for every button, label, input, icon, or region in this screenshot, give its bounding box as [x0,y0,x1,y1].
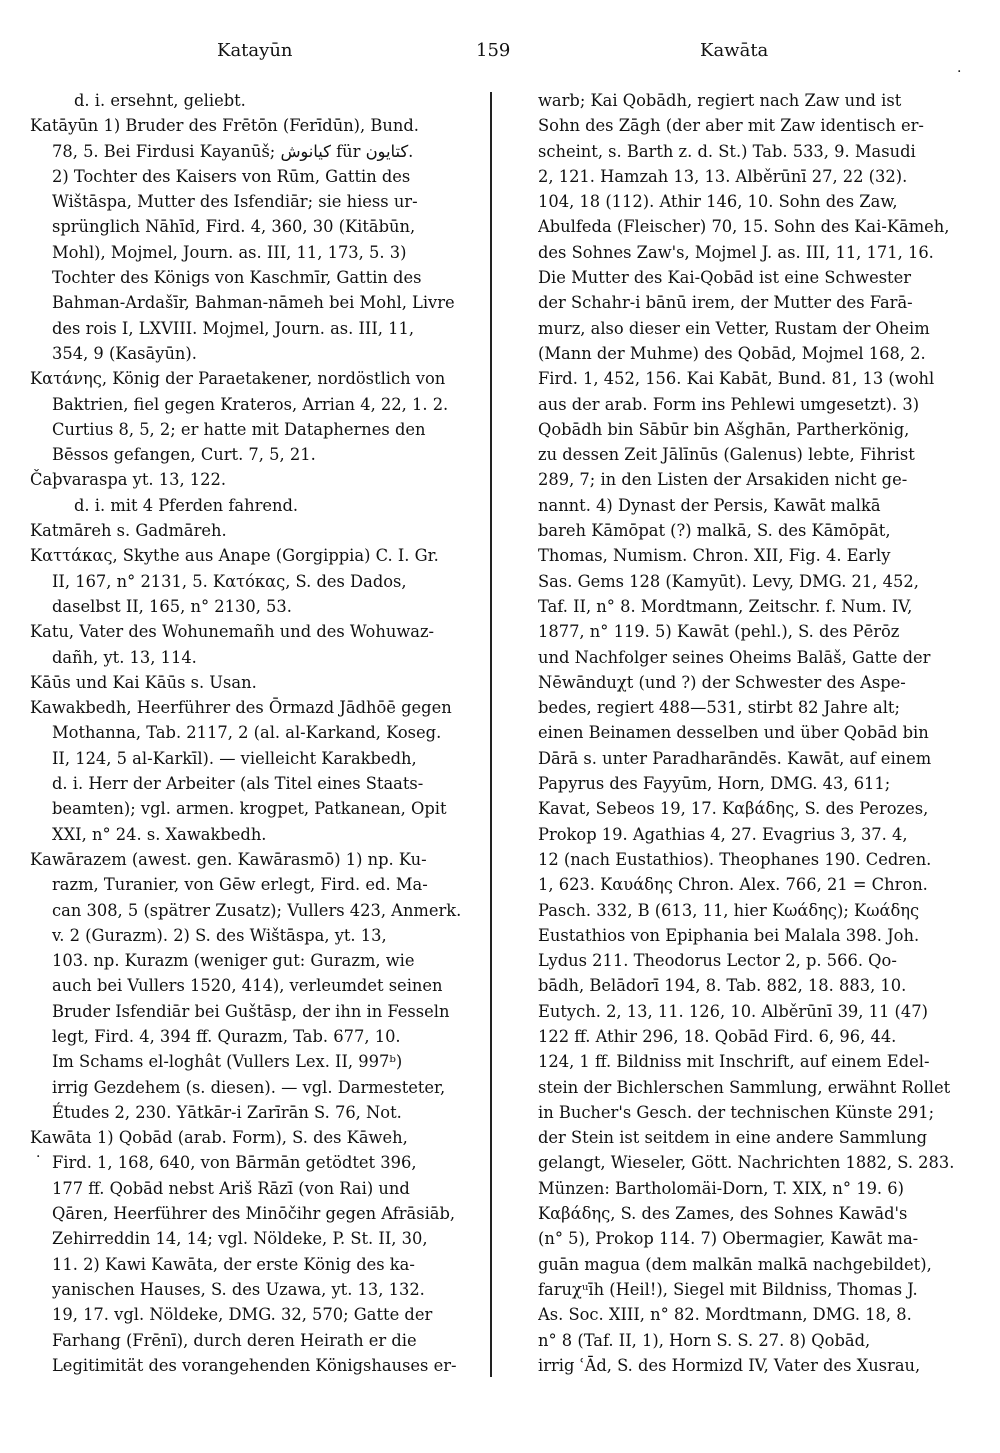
text-line: Katu, Vater des Wohunemañh und des Wohuwaz- [30,622,435,642]
text-line: legt, Fird. 4, 394 ff. Qurazm, Tab. 677, 10. [52,1026,401,1046]
text-line: Bruder Isfendiār bei Guštāsp, der ihn in Fesseln [52,1001,450,1021]
text-line: 289, 7; in den Listen der Arsakiden nicht ge- [538,470,908,490]
text-line: Fird. 1, 452, 156. Kai Kabāt, Bund. 81, 13 (wohl [538,369,935,389]
text-line: Mohl), Mojmel, Journ. as. III, 11, 173, 5. 3) [52,242,407,262]
text-line: daselbst II, 165, n° 2130, 53. [52,596,292,616]
text-line: beamten); vgl. armen. krogpet, Patkanean, Opit [52,799,447,819]
text-line: des rois I, LXVIII. Mojmel, Journ. as. III, 11, [52,318,415,338]
text-line: Die Mutter des Kai-Qobād ist eine Schwester [538,268,912,288]
column-divider [490,92,492,1377]
text-line: Papyrus des Fayyūm, Horn, DMG. 43, 611; [538,774,891,794]
text-line: der Stein ist seitdem in eine andere Sammlung [538,1128,928,1148]
page-number: 159 [476,40,511,61]
text-line: 103. np. Kurazm (weniger gut: Gurazm, wie [52,951,415,971]
text-line: Abulfeda (Fleischer) 70, 15. Sohn des Kai-Kāmeh, [538,217,950,237]
text-line: zu dessen Zeit Jālīnūs (Galenus) lebte, Fihrist [538,445,915,465]
text-line: 104, 18 (112). Athir 146, 10. Sohn des Zaw, [538,192,898,212]
text-line: Curtius 8, 5, 2; er hatte mit Dataphernes den [52,419,426,439]
text-line: d. i. ersehnt, geliebt. [74,91,246,110]
text-line: d. i. mit 4 Pferden fahrend. [74,495,299,515]
text-line: Lydus 211. Theodorus Lector 2, p. 566. Qo- [538,951,897,971]
text-line: 122 ff. Athir 296, 18. Qobād Fird. 6, 96, 44. [538,1026,897,1046]
text-line: Im Schams el-loghât (Vullers Lex. II, 997ᵇ) [52,1052,403,1072]
text-line: (Mann der Muhme) des Qobād, Mojmel 168, 2. [538,343,926,363]
text-line: II, 124, 5 al-Karkīl). — vielleicht Karakbedh, [52,748,417,768]
text-line: bedes, regiert 488—531, stirbt 82 Jahre alt; [538,698,900,718]
text-line: faruχᵘīh (Heil!), Siegel mit Bildniss, Thomas J. [538,1279,918,1299]
text-line: Καττάκας, Skythe aus Anape (Gorgippia) C. I. Gr. [30,546,439,566]
text-line: Qobādh bin Sābūr bin Ašghān, Partherkönig, [538,419,910,439]
text-line: Kawārazem (awest. gen. Kawārasmō) 1) np. Ku- [30,849,427,869]
text-line: der Schahr-i bānū irem, der Mutter des Farā- [538,293,913,313]
text-line: 354, 9 (Kasāyūn). [52,343,197,363]
text-line: Kawakbedh, Heerführer des Ōrmazd Jādhōē gegen [30,698,452,718]
text-line: auch bei Vullers 1520, 414), verleumdet seinen [52,976,443,996]
text-line: 177 ff. Qobād nebst Ariš Rāzī (von Rai) und [52,1178,410,1198]
text-line: stein der Bichlerschen Sammlung, erwähnt Rollet [538,1077,951,1097]
text-line: Eutych. 2, 13, 11. 126, 10. Alběrūnī 39, 11 (47) [538,1001,928,1021]
text-line: Prokop 19. Agathias 4, 27. Evagrius 3, 37. 4, [538,824,908,844]
text-line: Kāūs und Kai Kāūs s. Usan. [30,672,257,692]
text-line: Thomas, Numism. Chron. XII, Fig. 4. Early [538,546,891,566]
text-line: razm, Turanier, von Gēw erlegt, Fird. ed. Ma- [52,875,428,895]
left-column [30,88,473,1378]
text-line: can 308, 5 (spätrer Zusatz); Vullers 423, Anmerk. [52,900,462,920]
text-line: sprünglich Nāhīd, Fird. 4, 360, 30 (Kitābūn, [52,217,416,237]
text-line: Čaþvaraspa yt. 13, 122. [30,470,227,490]
text-line: Études 2, 230. Yātkār-i Zarīrān S. 76, Not. [52,1102,402,1122]
text-line: warb; Kai Qobādh, regiert nach Zaw und ist [538,91,902,110]
text-line: Katāyūn 1) Bruder des Frētōn (Ferīdūn), Bund. [30,116,419,136]
text-line: Fird. 1, 168, 640, von Bārmān getödtet 396, [52,1153,417,1173]
text-line: Zehirreddin 14, 14; vgl. Nöldeke, P. St. II, 30, [52,1229,428,1249]
text-line: Wištāspa, Mutter des Isfendiār; sie hiess ur- [52,192,418,212]
running-head-left: Katayūn [217,40,293,61]
text-line: murz, also dieser ein Vetter, Rustam der Oheim [538,318,930,338]
text-line: Baktrien, fiel gegen Krateros, Arrian 4, 22, 1. 2. [52,394,449,414]
text-line: in Bucher's Gesch. der technischen Künste 291; [538,1102,935,1122]
text-line: guān magua (dem malkān malkā nachgebildet), [538,1254,932,1274]
text-line: aus der arab. Form ins Pehlewi umgesetzt). 3) [538,394,920,414]
text-line: Münzen: Bartholomäi-Dorn, T. XIX, n° 19. 6) [538,1178,904,1198]
text-line: d. i. Herr der Arbeiter (als Titel eines Staats- [52,774,424,794]
text-line: Bēssos gefangen, Curt. 7, 5, 21. [52,445,316,465]
text-line: Sohn des Zāgh (der aber mit Zaw identisch er- [538,116,924,136]
text-line: scheint, s. Barth z. d. St.) Tab. 533, 9. Masudi [538,141,916,161]
text-line: Κατάνης, König der Paraetakener, nordöstlich von [30,369,446,389]
text-line: des Sohnes Zaw's, Mojmel J. as. III, 11, 171, 16. [538,242,934,262]
text-line: As. Soc. XIII, n° 82. Mordtmann, DMG. 18, 8. [538,1305,912,1325]
text-line: XXI, n° 24. s. Xawakbedh. [52,824,267,844]
text-line: Taf. II, n° 8. Mordtmann, Zeitschr. f. Num. IV, [538,596,913,616]
text-line: 19, 17. vgl. Nöldeke, DMG. 32, 570; Gatte der [52,1305,433,1325]
text-line: 2) Tochter des Kaisers von Rūm, Gattin des [52,166,411,186]
text-line: 11. 2) Kawi Kawāta, der erste König des ka- [52,1254,415,1274]
page-header [0,40,1000,74]
running-head-right: Kawāta [700,40,769,61]
text-line: einen Beinamen desselben und über Qobād bin [538,723,929,743]
text-line: 12 (nach Eustathios). Theophanes 190. Cedren. [538,849,932,869]
text-line: Pasch. 332, B (613, 11, hier Κωάδης); Κωάδης [538,900,920,920]
speck-mark: · [36,1149,41,1165]
text-line: II, 167, n° 2131, 5. Κατόκας, S. des Dados, [52,571,407,591]
text-line: Legitimität des vorangehenden Königshauses er- [52,1355,457,1375]
text-line: Kavat, Sebeos 19, 17. Καβάδης, S. des Perozes, [538,799,929,819]
text-line: und Nachfolger seines Oheims Balāš, Gatte der [538,647,931,667]
text-line: Katmāreh s. Gadmāreh. [30,521,227,541]
text-line: 1, 623. Καυάδης Chron. Alex. 766, 21 = Chron. [538,875,928,895]
text-line: Sas. Gems 128 (Kamyūt). Levy, DMG. 21, 452, [538,571,919,591]
text-line: Nēwānduχt (und ?) der Schwester des Aspe- [538,672,906,692]
text-line: bareh Kāmōpat (?) malkā, S. des Kāmōpāt, [538,521,891,541]
speck-mark: · [957,64,962,80]
text-line: Tochter des Königs von Kaschmīr, Gattin des [52,268,422,288]
text-line: 124, 1 ff. Bildniss mit Inschrift, auf einem Edel- [538,1052,930,1072]
text-line: n° 8 (Taf. II, 1), Horn S. S. 27. 8) Qobād, [538,1330,871,1350]
text-line: Kawāta 1) Qobād (arab. Form), S. des Kāweh, [30,1128,408,1148]
text-line: irrig ʿĀd, S. des Hormizd IV, Vater des Xusrau, [538,1355,921,1375]
text-line: nannt. 4) Dynast der Persis, Kawāt malkā [538,495,881,515]
text-line: (n° 5), Prokop 114. 7) Obermagier, Kawāt ma- [538,1229,919,1249]
text-line: Καβάδης, S. des Zames, des Sohnes Kawād's [538,1204,908,1224]
text-line: Bahman-Ardašīr, Bahman-nāmeh bei Mohl, Livre [52,293,455,313]
text-line: Mothanna, Tab. 2117, 2 (al. al-Karkand, Koseg. [52,723,442,743]
text-line: yanischen Hauses, S. des Uzawa, yt. 13, 132. [52,1279,425,1299]
text-line: dañh, yt. 13, 114. [52,647,197,667]
text-line: Qāren, Heerführer des Minōčihr gegen Afrāsiāb, [52,1204,456,1224]
text-line: Farhang (Frēnī), durch deren Heirath er die [52,1330,417,1350]
text-line: bādh, Belādorī 194, 8. Tab. 882, 18. 883, 10. [538,976,907,996]
text-line: 2, 121. Hamzah 13, 13. Alběrūnī 27, 22 (32). [538,166,908,186]
right-column [538,88,963,1378]
text-line: Eustathios von Epiphania bei Malala 398. Joh. [538,925,920,945]
text-line: Dārā s. unter Paradharāndēs. Kawāt, auf einem [538,748,932,768]
text-line: v. 2 (Gurazm). 2) S. des Wištāspa, yt. 13, [52,925,387,945]
text-line: 1877, n° 119. 5) Kawāt (pehl.), S. des Pērōz [538,622,900,642]
text-line: 78, 5. Bei Firdusi Kayanūš; كيانوش für كتايون. [52,141,414,161]
text-line: irrig Gezdehem (s. diesen). — vgl. Darmesteter, [52,1077,446,1097]
text-line: gelangt, Wieseler, Gött. Nachrichten 1882, S. 283. [538,1153,955,1173]
